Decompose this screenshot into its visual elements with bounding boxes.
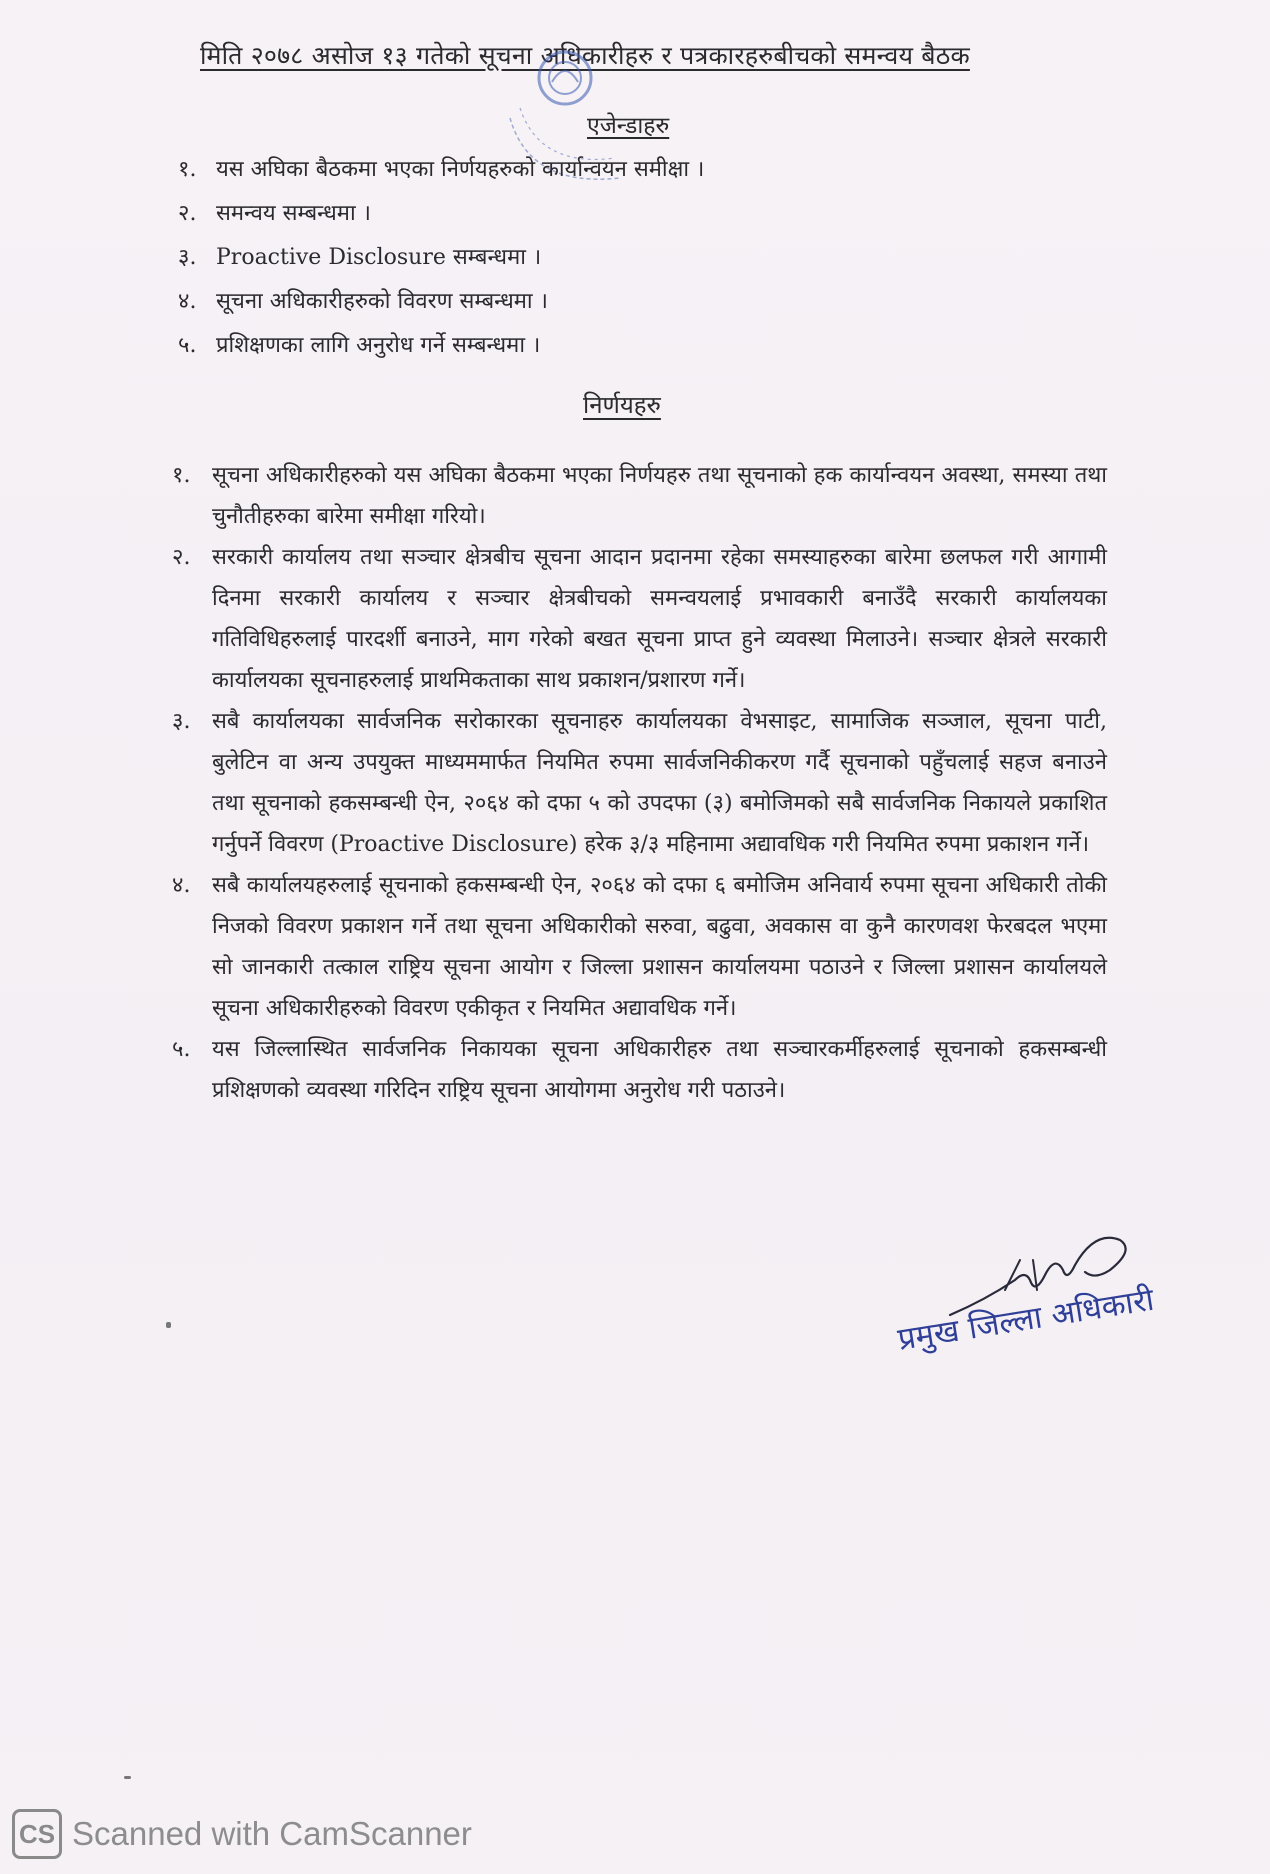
document-title: मिति २०७८ असोज १३ गतेको सूचना अधिकारीहरु र पत्रकारहरुबीचको समन्वय बैठक [200,41,970,70]
agenda-number: ३. [178,245,197,270]
decision-number: १. [172,463,191,488]
agenda-text: समन्वय सम्बन्धमा । [216,201,371,226]
watermark-text: Scanned with CamScanner [72,1815,472,1852]
agenda-number: २. [178,201,197,226]
decision-text: सरकारी कार्यालय तथा सञ्चार क्षेत्रबीच सूचना आदान प्रदानमा रहेका समस्याहरुका बारेमा छलफल गरी आगामी दिनमा सरकारी कार्यालय र सञ्चार क्षेत्रबीचको समन्वयलाई प्रभावकारी बनाउँदै सरकारी कार्यालयका गतिविधिहरुलाई पारदर्शी बनाउने, माग गरेको बखत सूचना प्राप्त हुने व्यवस्था मिलाउने। सञ्चार क्षेत्रले सरकारी कार्यालयका सूचनाहरुलाई प्राथमिकताका साथ प्रकाशन/प्रशारण गर्ने। [212,545,1107,693]
agenda-item [178,280,878,324]
decisions-heading: निर्णयहरु [583,391,661,419]
decision-text: सबै कार्यालयहरुलाई सूचनाको हकसम्बन्धी ऐन, २०६४ को दफा ६ बमोजिम अनिवार्य रुपमा सूचना अधिकारी तोकी निजको विवरण प्रकाशन गर्ने तथा सूचना अधिकारीको सरुवा, बढुवा, अवकास वा कुनै कारणवश फेरबदल भएमा सो जानकारी तत्काल राष्ट्रिय सूचना आयोग र जिल्ला प्रशासन कार्यालयमा पठाउने र जिल्ला प्रशासन कार्यालयले सूचना अधिकारीहरुको विवरण एकीकृत र नियमित अद्यावधिक गर्ने। [212,873,1107,1021]
agenda-item [178,192,878,236]
scan-speck [124,1776,131,1779]
decision-number: ४. [172,873,191,898]
decision-item [172,455,1107,537]
decision-number: ५. [172,1037,191,1062]
decision-text: सूचना अधिकारीहरुको यस अघिका बैठकमा भएका निर्णयहरु तथा सूचनाको हक कार्यान्वयन अवस्था, समस्या तथा चुनौतीहरुका बारेमा समीक्षा गरियो। [212,463,1107,529]
decision-item [172,865,1107,1029]
camscanner-watermark [12,1808,472,1860]
agenda-list [178,148,878,368]
agenda-number: ४. [178,289,197,314]
decision-text: सबै कार्यालयका सार्वजनिक सरोकारका सूचनाहरु कार्यालयका वेभसाइट, सामाजिक सञ्जाल, सूचना पाटी, बुलेटिन वा अन्य उपयुक्त माध्यममार्फत नियमित रुपमा सार्वजनिकीकरण गर्दै सूचनाको पहुँचलाई सहज बनाउने तथा सूचनाको हकसम्बन्धी ऐन, २०६४ को दफा ५ को उपदफा (३) बमोजिमको सबै सार्वजनिक निकायले प्रकाशित गर्नुपर्ने विवरण (Proactive Disclosure) हरेक ३/३ महिनामा अद्यावधिक गरी नियमित रुपमा प्रकाशन गर्ने। [212,709,1107,857]
agenda-item [178,324,878,368]
agenda-number: १. [178,157,197,182]
agenda-text: Proactive Disclosure सम्बन्धमा । [216,245,542,270]
agenda-item [178,236,878,280]
agenda-number: ५. [178,333,197,358]
decision-list [172,455,1107,1111]
camscanner-logo-icon: CS [12,1809,62,1859]
agenda-heading: एजेन्डाहरु [587,113,670,139]
decision-item [172,701,1107,865]
decision-item [172,1029,1107,1111]
agenda-text: यस अघिका बैठकमा भएका निर्णयहरुको कार्यान्वयन समीक्षा । [216,157,705,182]
decision-number: २. [172,545,191,570]
decision-number: ३. [172,709,191,734]
decision-text: यस जिल्लास्थित सार्वजनिक निकायका सूचना अधिकारीहरु तथा सञ्चारकर्मीहरुलाई सूचनाको हकसम्बन्धी प्रशिक्षणको व्यवस्था गरिदिन राष्ट्रिय सूचना आयोगमा अनुरोध गरी पठाउने। [212,1037,1107,1103]
agenda-text: प्रशिक्षणका लागि अनुरोध गर्ने सम्बन्धमा । [216,333,541,358]
agenda-text: सूचना अधिकारीहरुको विवरण सम्बन्धमा । [216,289,548,314]
scan-speck [166,1322,171,1328]
signatory-title: प्रमुख जिल्ला अधिकारी [895,1281,1157,1358]
agenda-item [178,148,878,192]
decision-item [172,537,1107,701]
